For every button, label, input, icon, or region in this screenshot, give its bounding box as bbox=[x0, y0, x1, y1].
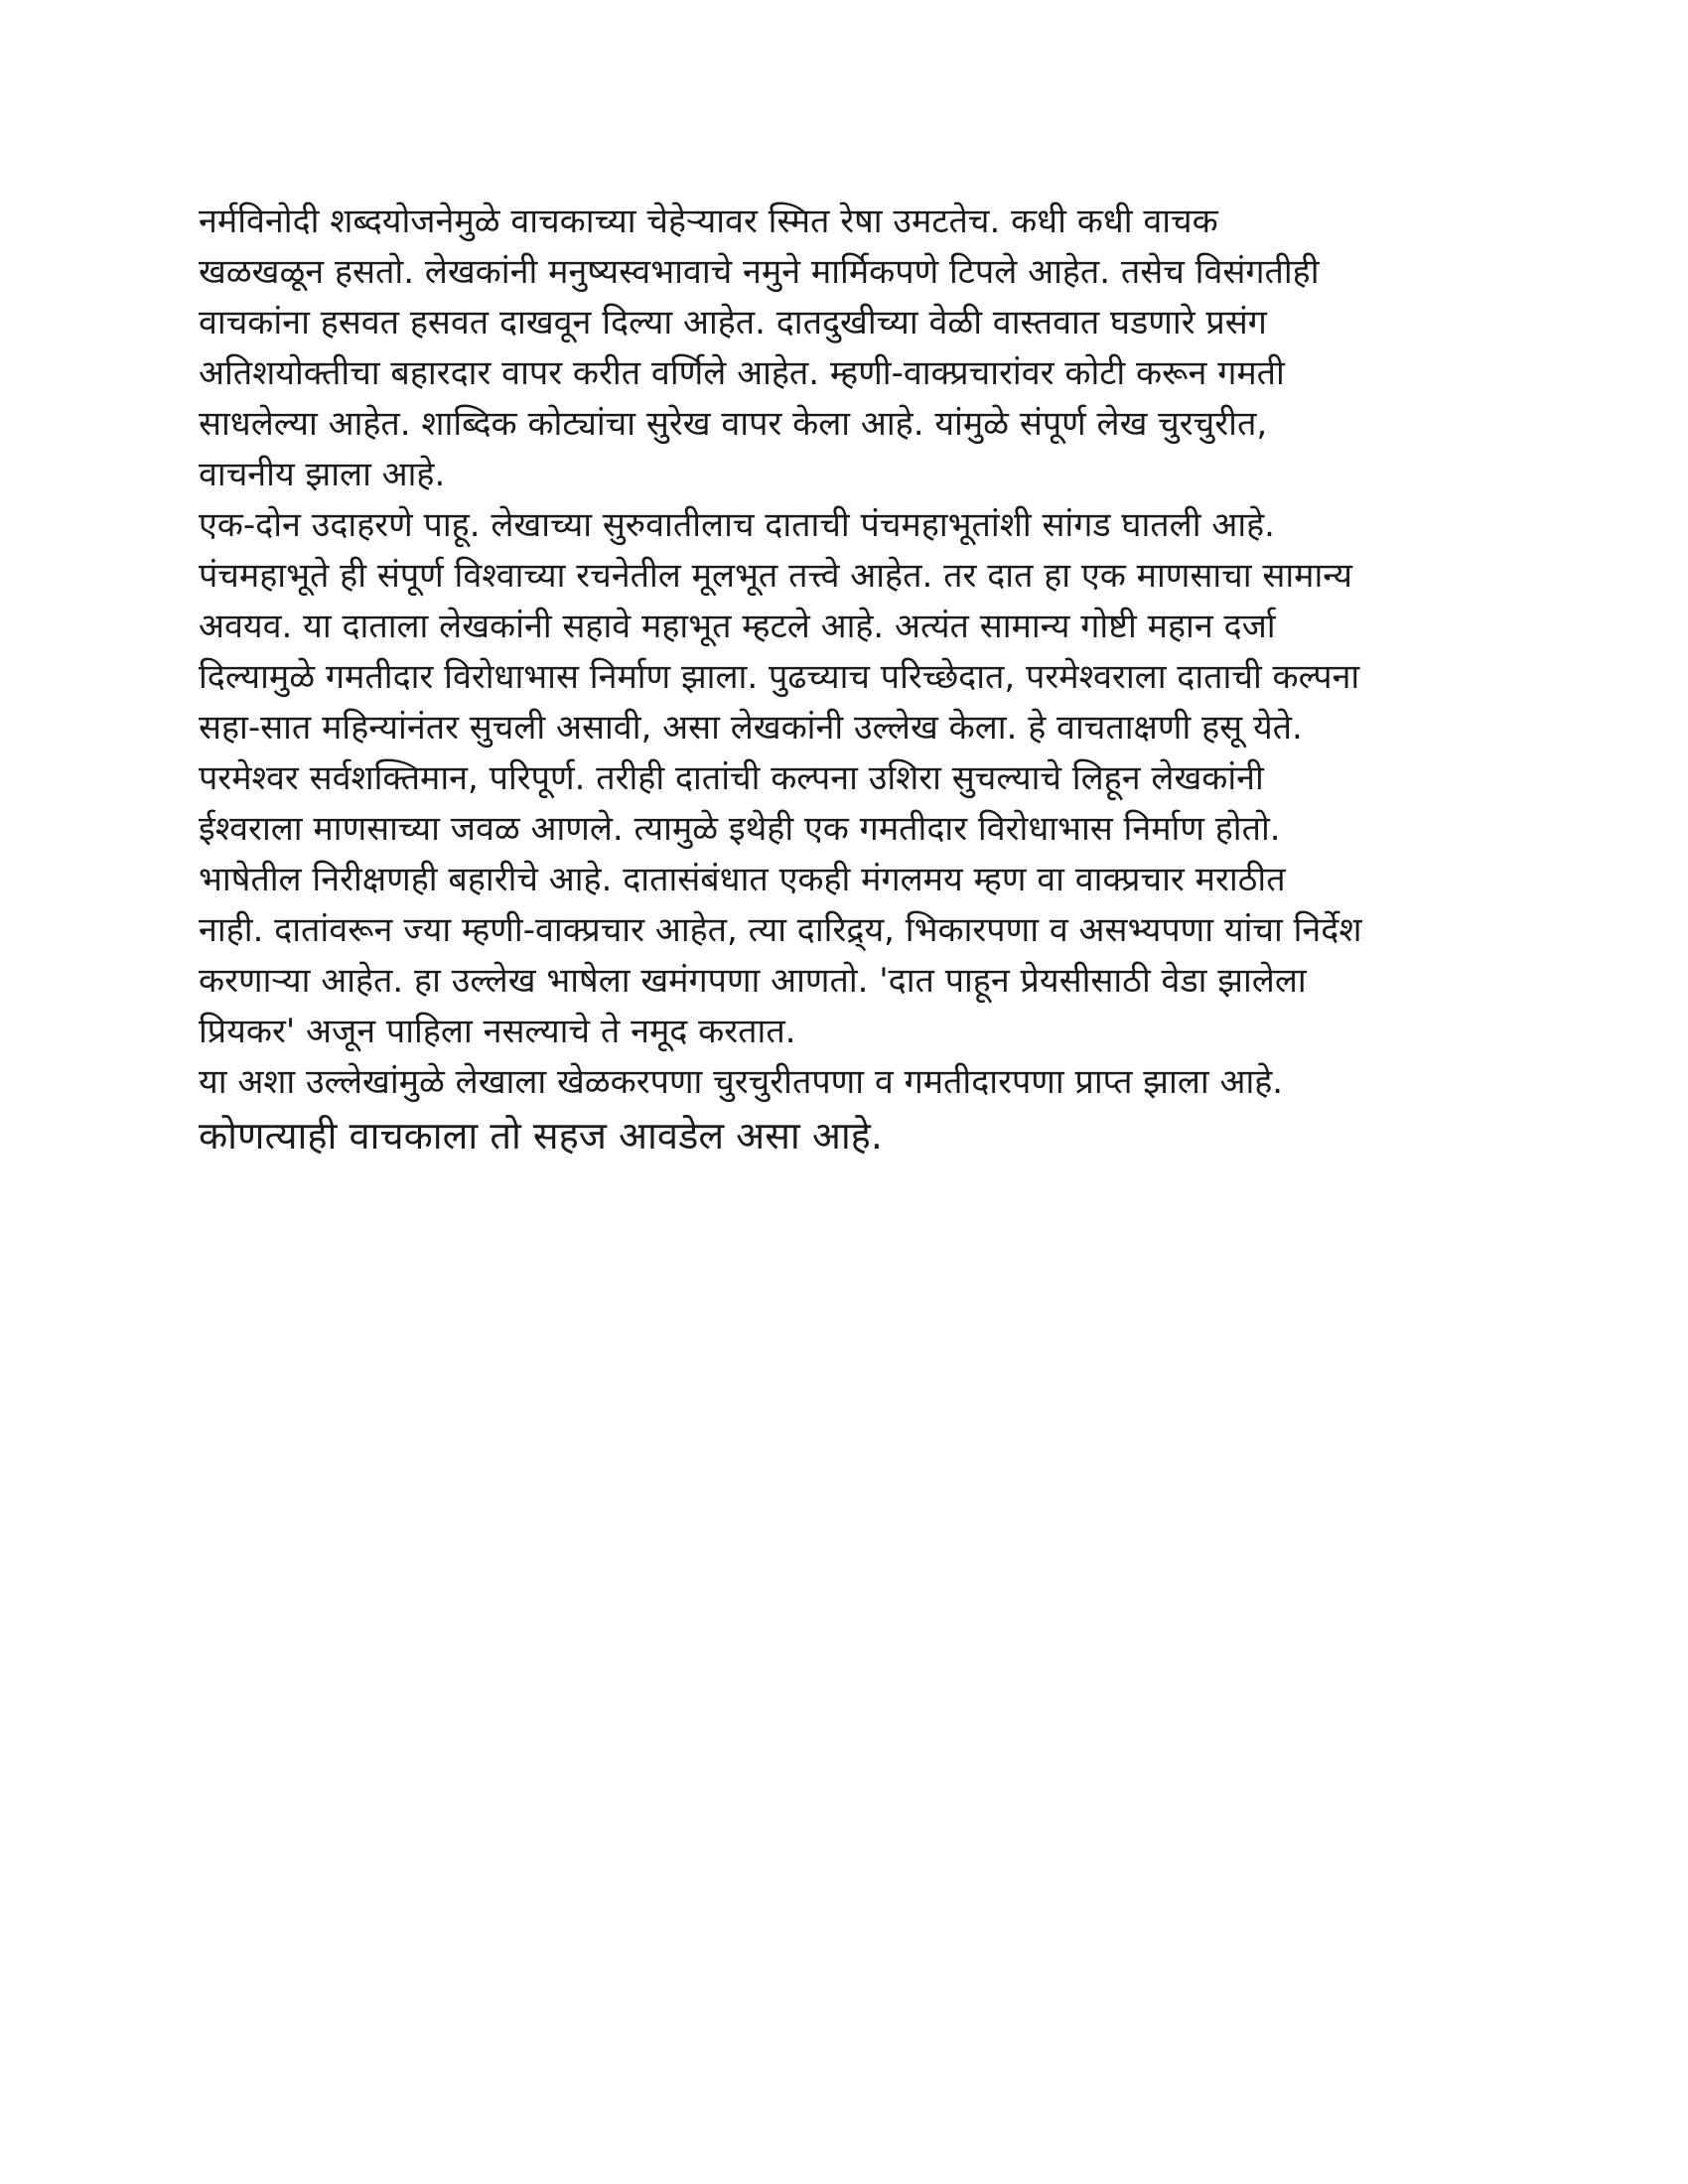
paragraph-line: सहा-सात महिन्यांनंतर सुचली असावी, असा लेखकांनी उल्लेख केला. हे वाचताक्षणी हसू येते. bbox=[199, 708, 1303, 748]
paragraph-2 bbox=[199, 500, 1489, 1057]
paragraph-line: करणाऱ्या आहेत. हा उल्लेख भाषेला खमंगपणा आणतो. 'दात पाहून प्रेयसीसाठी वेडा झालेला bbox=[199, 961, 1307, 1001]
paragraph-line: खळखळून हसतो. लेखकांनी मनुष्यस्वभावाचे नमुने मार्मिकपणे टिपले आहेत. तसेच विसंगतीही bbox=[199, 252, 1320, 292]
paragraph-line: कोणत्याही वाचकाला तो सहज आवडेल असा आहे. bbox=[199, 1114, 883, 1158]
paragraph-line: प्रियकर' अजून पाहिला नसल्याचे ते नमूद करतात. bbox=[199, 1012, 796, 1051]
paragraph-line: भाषेतील निरीक्षणही बहारीचे आहे. दातासंबंधात एकही मंगलमय म्हण वा वाक्प्रचार मराठीत bbox=[199, 860, 1286, 899]
paragraph-line: अतिशयोक्तीचा बहारदार वापर करीत वर्णिले आहेत. म्हणी-वाक्प्रचारांवर कोटी करून गमती bbox=[199, 353, 1285, 393]
paragraph-line: अवयव. या दाताला लेखकांनी सहावे महाभूत म्हटले आहे. अत्यंत सामान्य गोष्टी महान दर्जा bbox=[199, 607, 1276, 646]
paragraph-line: नर्मविनोदी शब्दयोजनेमुळे वाचकाच्या चेहेऱ्यावर स्मित रेषा उमटतेच. कधी कधी वाचक bbox=[199, 202, 1218, 241]
paragraph-line: वाचकांना हसवत हसवत दाखवून दिल्या आहेत. दातदुखीच्या वेळी वास्तवात घडणारे प्रसंग bbox=[199, 303, 1267, 342]
document-body bbox=[199, 197, 1489, 1163]
paragraph-line: साधलेल्या आहेत. शाब्दिक कोट्यांचा सुरेख वापर केला आहे. यांमुळे संपूर्ण लेख चुरचुरीत, bbox=[199, 404, 1268, 444]
paragraph-line: दिल्यामुळे गमतीदार विरोधाभास निर्माण झाला. पुढच्याच परिच्छेदात, परमेश्वराला दाताची कल्पना bbox=[199, 657, 1360, 697]
paragraph-line: नाही. दातांवरून ज्या म्हणी-वाक्प्रचार आहेत, त्या दारिद्र्य, भिकारपणा व असभ्यपणा यांचा निर्देश bbox=[199, 910, 1362, 950]
paragraph-line: वाचनीय झाला आहे. bbox=[199, 455, 446, 494]
paragraph-line: परमेश्वर सर्वशक्तिमान, परिपूर्ण. तरीही दातांची कल्पना उशिरा सुचल्याचे लिहून लेखकांनी bbox=[199, 758, 1264, 798]
paragraph-line: एक-दोन उदाहरणे पाहू. लेखाच्या सुरुवातीलाच दाताची पंचमहाभूतांशी सांगड घातली आहे. bbox=[199, 505, 1275, 545]
paragraph-line: ईश्वराला माणसाच्या जवळ आणले. त्यामुळे इथेही एक गमतीदार विरोधाभास निर्माण होतो. bbox=[199, 809, 1281, 849]
paragraph-1 bbox=[199, 197, 1489, 500]
paragraph-3 bbox=[199, 1057, 1489, 1163]
paragraph-line: पंचमहाभूते ही संपूर्ण विश्वाच्या रचनेतील मूलभूत तत्त्वे आहेत. तर दात हा एक माणसाचा सामान्य bbox=[199, 556, 1353, 596]
paragraph-line: या अशा उल्लेखांमुळे लेखाला खेळकरपणा चुरचुरीतपणा व गमतीदारपणा प्राप्त झाला आहे. bbox=[199, 1062, 1284, 1102]
